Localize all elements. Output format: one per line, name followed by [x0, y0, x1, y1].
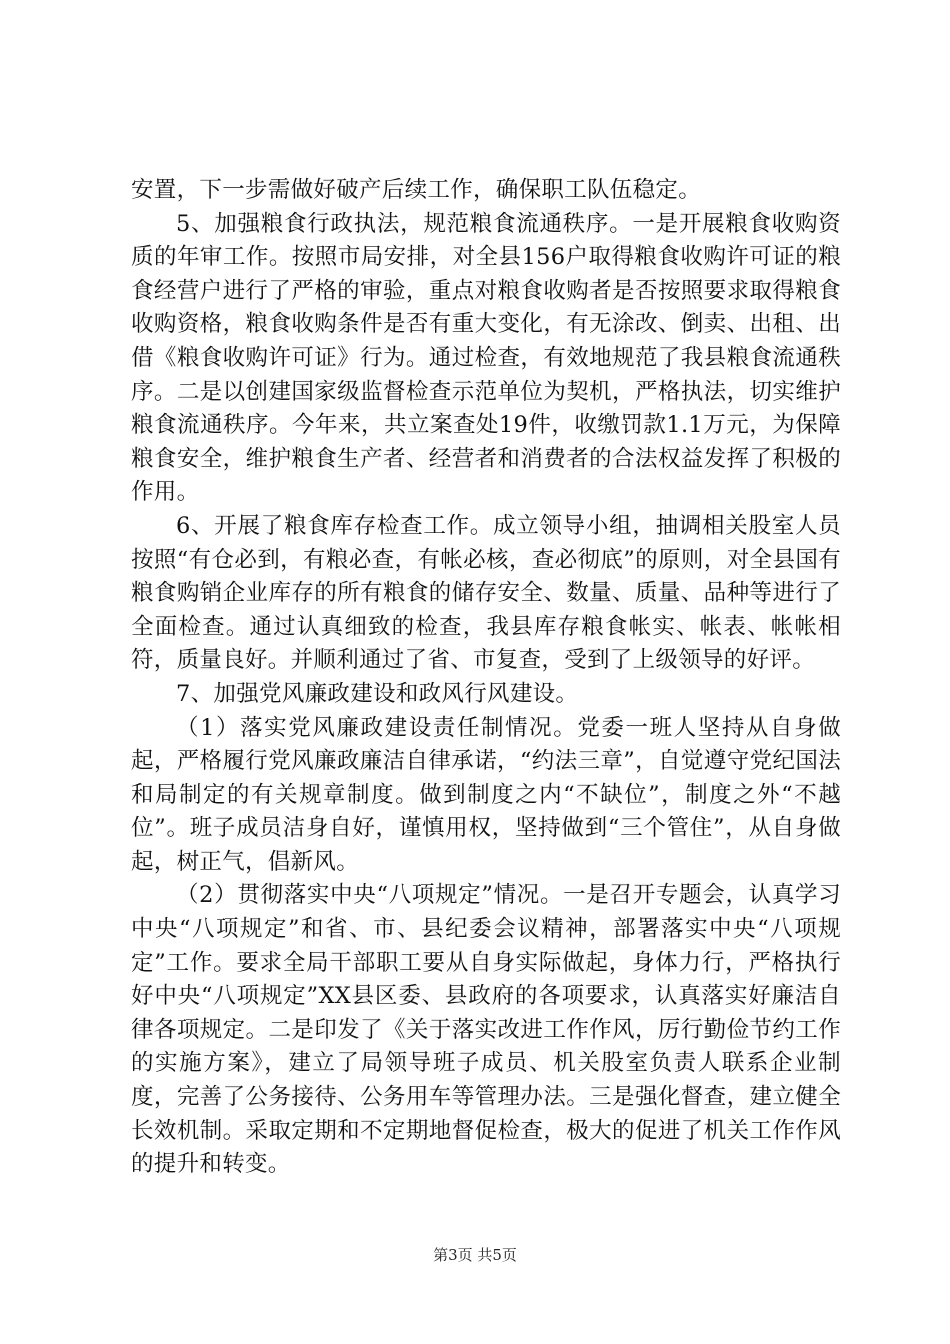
paragraph-item-7: 7、加强党风廉政建设和政风行风建设。	[176, 680, 579, 707]
paragraph-item-7-2: （2）贯彻落实中央“八项规定”情况。一是召开专题会，认真学习中央“八项规定”和省、市、县纪委会议精神，部署落实中央“八项规定”工作。要求全局干部职工要从自身实际做起，身体力行，严格执行好中央“八项规定”XX县区委、县政府的各项要求，认真落实好廉洁自律各项规定。二是印发了《关于落实改进工作作风，厉行勤俭节约工作的实施方案》，建立了局领导班子成员、机关股室负责人联系企业制度，完善了公务接待、公务用车等管理办法。三是强化督查，建立健全长效机制。采取定期和不定期地督促检查，极大的促进了机关工作作风的提升和转变。	[131, 882, 841, 1178]
page-number-footer: 第3页 共5页	[433, 1246, 517, 1264]
paragraph-continuation: 安置，下一步需做好破产后续工作，确保职工队伍稳定。	[131, 177, 702, 203]
paragraph-item-5: 5、加强粮食行政执法，规范粮食流通秩序。一是开展粮食收购资质的年审工作。按照市局安排，对全县156户取得粮食收购许可证的粮食经营户进行了严格的审验，重点对粮食收购者是否按照要求取得粮食收购资格，粮食收购条件是否有重大变化，有无涂改、倒卖、出租、出借《粮食收购许可证》行为。通过检查，有效地规范了我县粮食流通秩序。二是以创建国家级监督检查示范单位为契机，严格执法，切实维护粮食流通秩序。今年来，共立案查处19件，收缴罚款1.1万元，为保障粮食安全，维护粮食生产者、经营者和消费者的合法权益发挥了积极的作用。	[131, 210, 841, 506]
paragraph-item-6: 6、开展了粮食库存检查工作。成立领导小组，抽调相关股室人员按照“有仓必到，有粮必查，有帐必核，查必彻底”的原则，对全县国有粮食购销企业库存的所有粮食的储存安全、数量、质量、品种等进行了全面检查。通过认真细致的检查，我县库存粮食帐实、帐表、帐帐相符，质量良好。并顺利通过了省、市复查，受到了上级领导的好评。	[131, 512, 841, 674]
document-body	[131, 174, 841, 1182]
paragraph-item-7-1: （1）落实党风廉政建设责任制情况。党委一班人坚持从自身做起，严格履行党风廉政廉洁自律承诺，“约法三章”，自觉遵守党纪国法和局制定的有关规章制度。做到制度之内“不缺位”，制度之外“不越位”。班子成员洁身自好，谨慎用权，坚持做到“三个管住”，从自身做起，树正气，倡新风。	[131, 714, 841, 875]
